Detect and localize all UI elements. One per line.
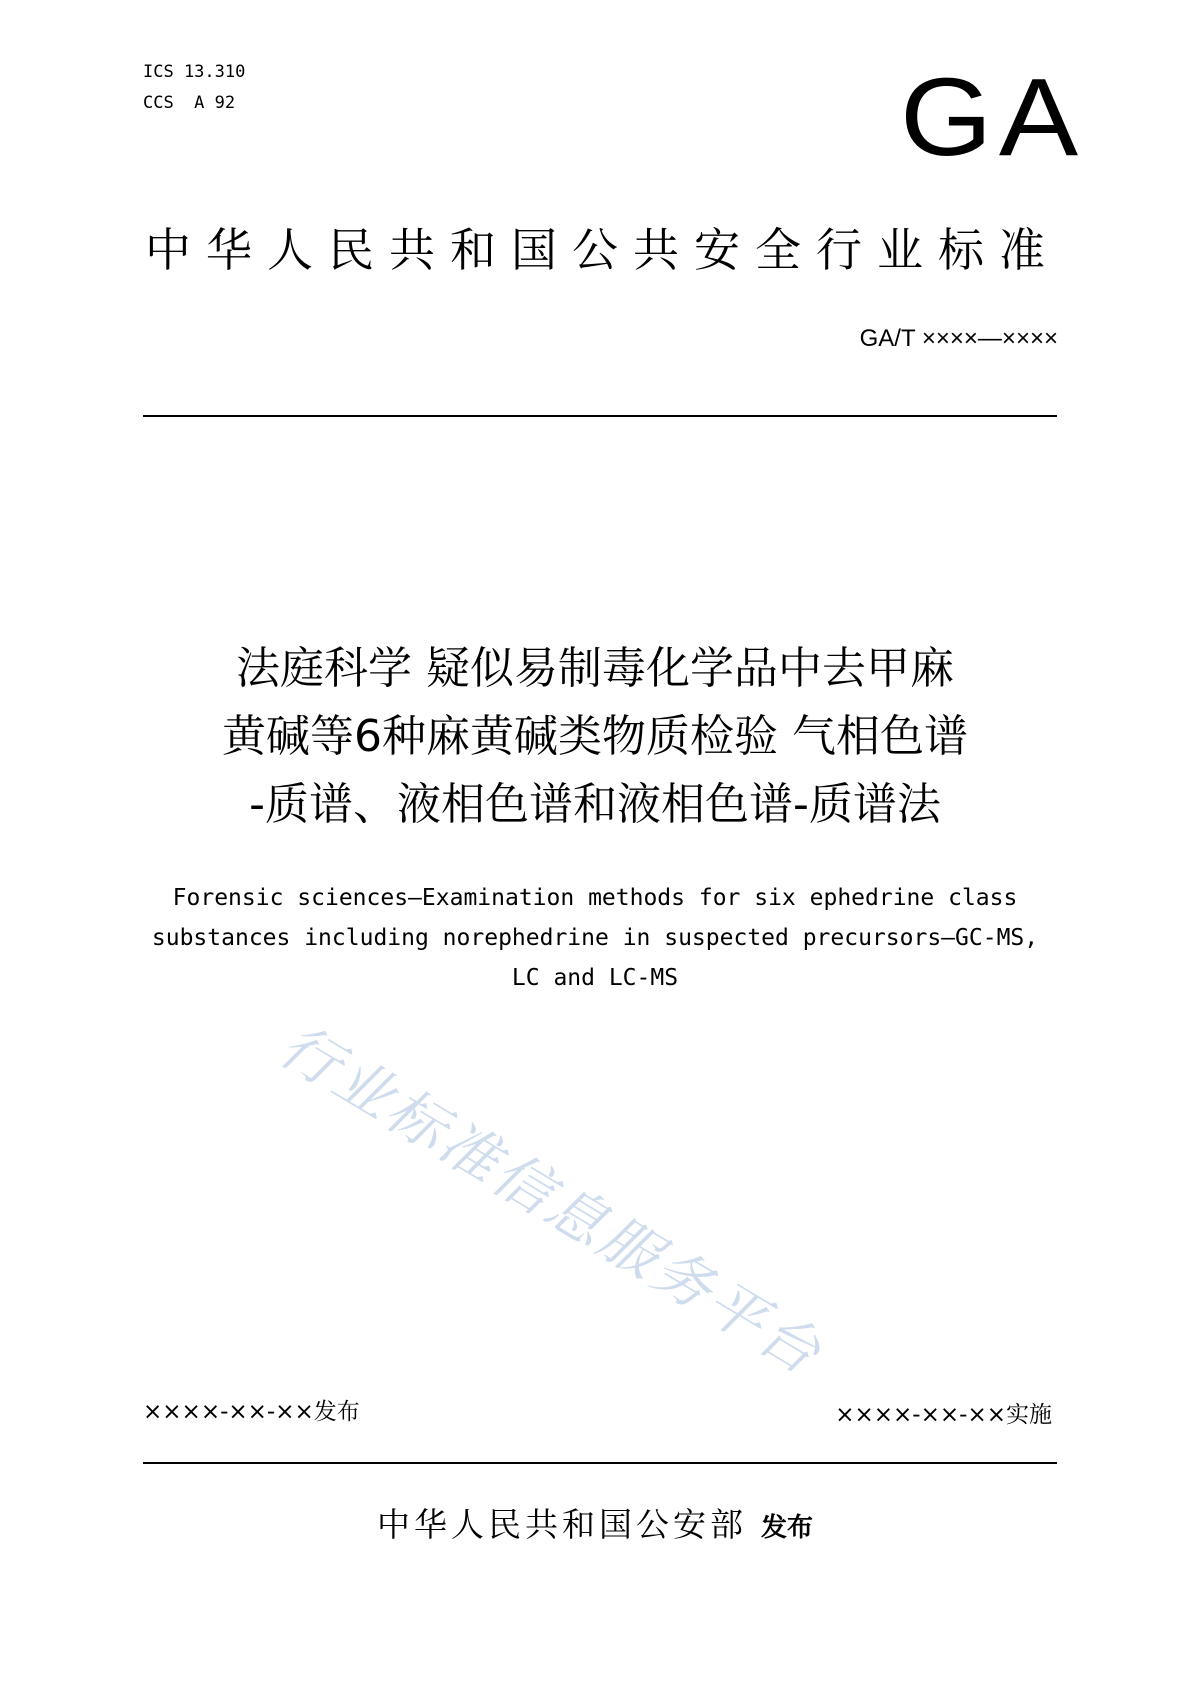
bottom-divider <box>143 1462 1057 1464</box>
publish-date: ××××-××-××发布 <box>143 1399 360 1425</box>
top-divider <box>143 415 1057 417</box>
chinese-title-line: -质谱、液相色谱和液相色谱-质谱法 <box>249 779 941 830</box>
issuer-name: 中华人民共和国公安部 <box>376 1505 747 1544</box>
english-title-line: substances including norephedrine in suspected precursors—GC-MS, <box>151 925 1039 951</box>
english-title <box>130 878 1060 998</box>
chinese-title-line: 黄碱等6种麻黄碱类物质检验 气相色谱 <box>222 711 968 762</box>
chinese-title-line: 法庭科学 疑似易制毒化学品中去甲麻 <box>236 643 954 694</box>
issuer-action: 发布 <box>760 1513 813 1543</box>
standard-category-title: 中华人民共和国公共安全行业标准 <box>145 223 1060 277</box>
ccs-code: CCS A 92 <box>143 93 236 113</box>
ga-logo: GA <box>900 56 1085 179</box>
english-title-line: LC and LC-MS <box>511 965 679 991</box>
issuer-line <box>0 1503 1190 1550</box>
effective-date: ××××-××-××实施 <box>835 1402 1052 1428</box>
english-title-line: Forensic sciences—Examination methods for six ephedrine class <box>172 885 1018 911</box>
chinese-title <box>130 635 1060 839</box>
ics-code: ICS 13.310 <box>143 62 246 82</box>
standard-number: GA/T ××××—×××× <box>859 325 1058 352</box>
watermark: 行业标准信息服务平台 <box>268 1011 835 1389</box>
